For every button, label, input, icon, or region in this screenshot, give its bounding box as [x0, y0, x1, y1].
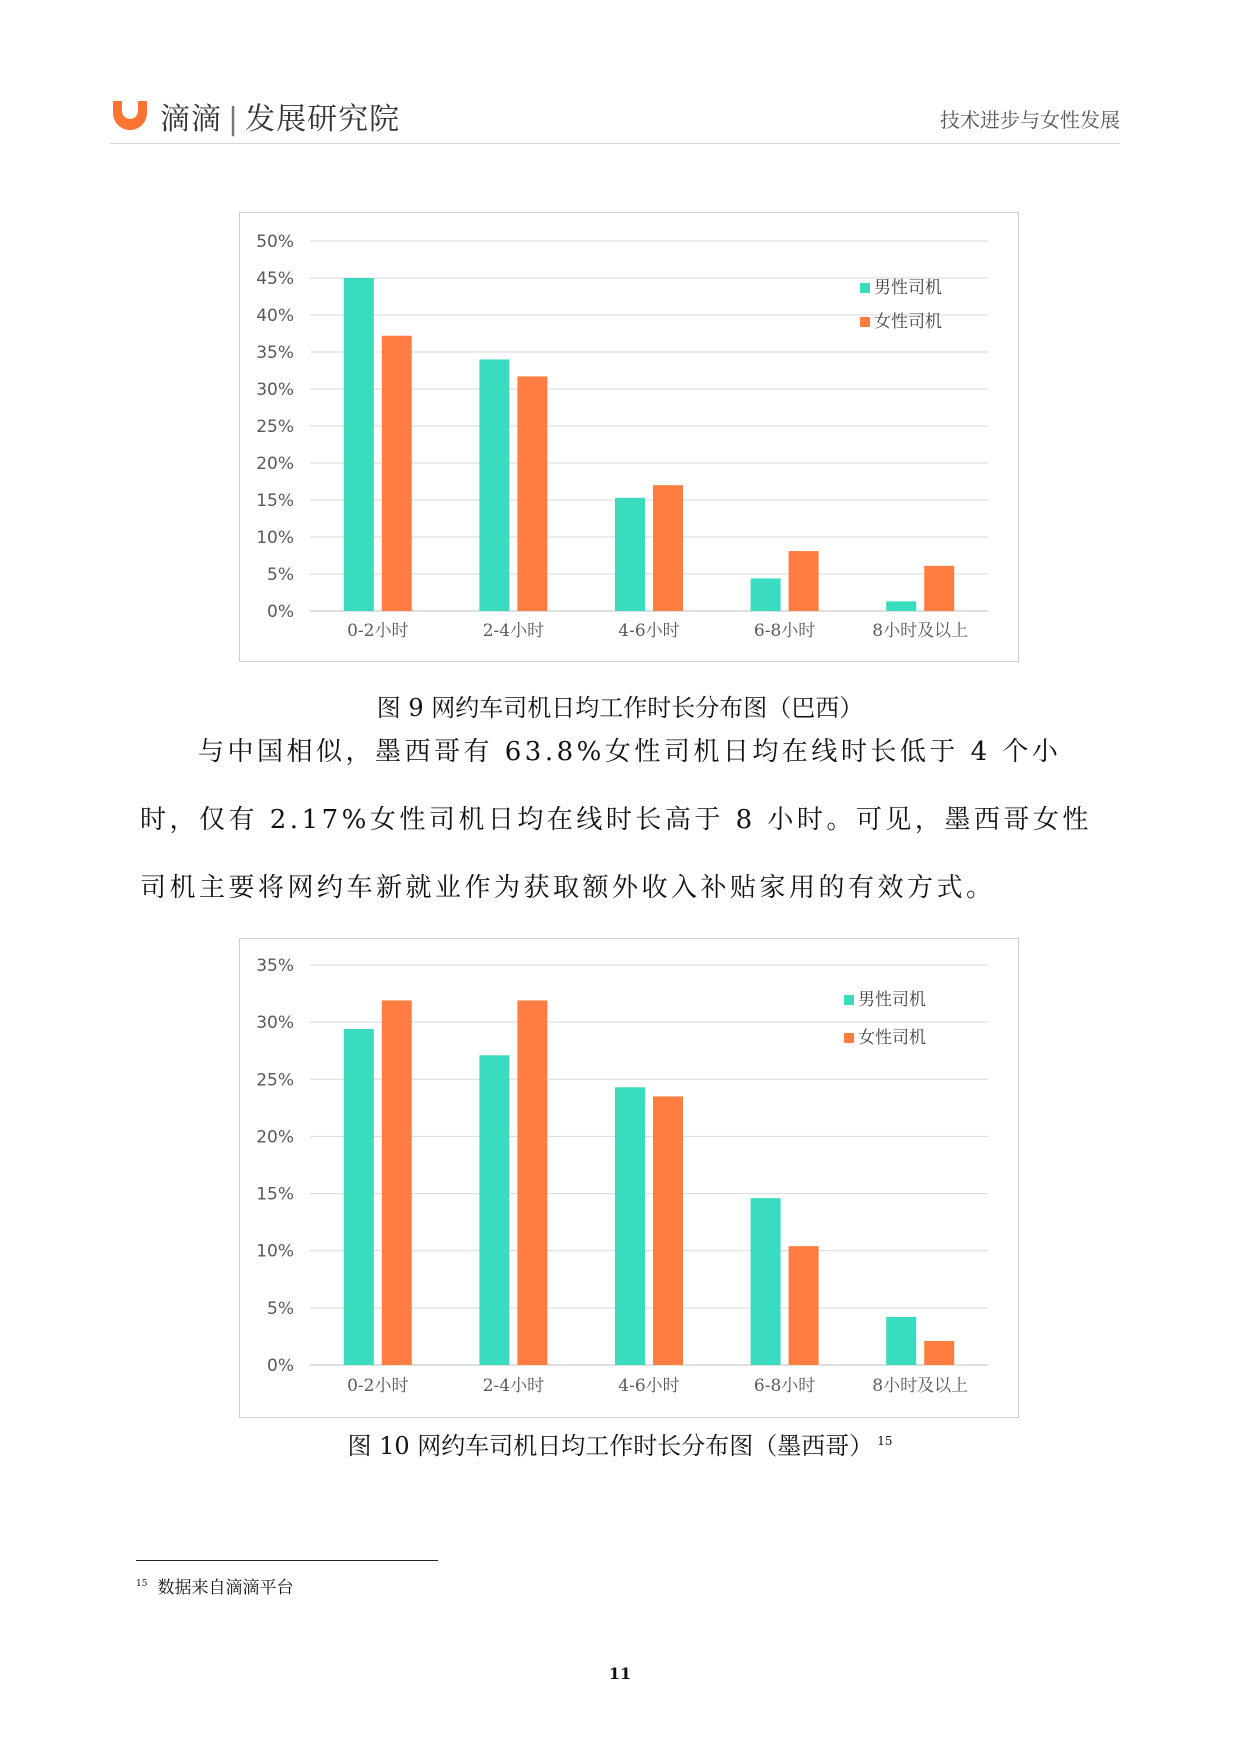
x-tick-label: 8小时及以上: [872, 621, 969, 641]
brand-subtitle: 发展研究院: [245, 102, 401, 137]
bar: [924, 1341, 954, 1365]
footnote-divider: [136, 1560, 438, 1561]
bar: [886, 1317, 916, 1365]
page-number: 11: [608, 1664, 632, 1683]
figure-9-caption: 图 9 网约车司机日均工作时长分布图（巴西）: [376, 694, 864, 722]
bar: [924, 566, 954, 611]
x-tick-label: 8小时及以上: [872, 1376, 969, 1396]
y-tick-label: 10%: [256, 1241, 294, 1262]
bar: [479, 359, 509, 611]
bar: [382, 336, 412, 611]
y-tick-label: 50%: [256, 232, 294, 252]
bar: [479, 1055, 509, 1365]
y-tick-label: 40%: [256, 306, 294, 326]
bar: [344, 1029, 374, 1365]
bar: [344, 278, 374, 611]
legend-label: 男性司机: [874, 278, 942, 298]
y-tick-label: 30%: [256, 380, 294, 400]
bar: [789, 551, 819, 611]
paragraph-text: 与中国相似，墨西哥有 63.8%女性司机日均在线时长低于 4 个小时，仅有 2.17%女性司机日均在线时长高于 8 小时。可见，墨西哥女性司机主要将网约车新就业作为获取额外收入补贴家用的有效方式。: [140, 737, 1092, 903]
bar: [751, 578, 781, 611]
legend-label: 女性司机: [858, 1028, 926, 1048]
footnote-ref: 15: [877, 1434, 893, 1448]
bar: [615, 1087, 645, 1365]
footnote-text: 数据来自滴滴平台: [157, 1578, 294, 1598]
body-paragraph: [140, 718, 1100, 922]
bar: [517, 1000, 547, 1365]
x-tick-label: 0-2小时: [347, 1376, 409, 1396]
x-tick-label: 4-6小时: [618, 621, 680, 641]
brand-separator: |: [228, 102, 240, 137]
didi-logo-icon: [110, 98, 150, 134]
figure-10-caption: [110, 1426, 1130, 1461]
bar: [751, 1198, 781, 1365]
y-tick-label: 5%: [267, 1298, 294, 1319]
chart-brazil-svg: [240, 213, 1018, 661]
bar: [615, 498, 645, 611]
y-tick-label: 25%: [256, 417, 294, 437]
report-title: 技术进步与女性发展: [940, 108, 1120, 132]
legend-swatch: [844, 995, 854, 1005]
legend-label: 女性司机: [874, 312, 942, 332]
x-tick-label: 2-4小时: [482, 621, 545, 641]
footnote: [136, 1573, 293, 1598]
bar: [653, 1096, 683, 1365]
x-tick-label: 4-6小时: [618, 1376, 680, 1396]
bar: [653, 485, 683, 611]
legend-swatch: [860, 317, 870, 327]
y-tick-label: 15%: [256, 491, 294, 511]
y-tick-label: 0%: [267, 1356, 294, 1376]
legend-swatch: [860, 283, 870, 293]
bar: [517, 376, 547, 611]
y-tick-label: 35%: [256, 343, 294, 363]
bar: [382, 1000, 412, 1365]
x-tick-label: 2-4小时: [482, 1376, 545, 1396]
footnote-number: 15: [136, 1579, 148, 1590]
x-tick-label: 6-8小时: [753, 621, 816, 641]
y-tick-label: 20%: [256, 1127, 294, 1148]
y-tick-label: 35%: [256, 956, 294, 976]
chart-brazil: [239, 212, 1019, 662]
legend-swatch: [844, 1033, 854, 1043]
y-tick-label: 0%: [267, 602, 294, 622]
page-header: [110, 88, 1120, 144]
y-tick-label: 45%: [256, 269, 294, 289]
legend-label: 男性司机: [858, 990, 926, 1010]
x-tick-label: 0-2小时: [347, 621, 409, 641]
y-tick-label: 30%: [256, 1013, 294, 1034]
chart-mexico-svg: [240, 939, 1018, 1417]
logo-shape: [113, 101, 147, 130]
brand-title: [160, 94, 400, 138]
y-tick-label: 10%: [256, 528, 294, 548]
figure-10-caption-text: 图 10 网约车司机日均工作时长分布图（墨西哥）: [347, 1432, 874, 1460]
header-divider: [110, 143, 1120, 144]
y-tick-label: 5%: [267, 565, 294, 585]
y-tick-label: 25%: [256, 1070, 294, 1091]
bar: [789, 1246, 819, 1365]
bar: [886, 601, 916, 611]
y-tick-label: 15%: [256, 1184, 294, 1205]
brand-name: 滴滴: [160, 102, 222, 137]
x-tick-label: 6-8小时: [753, 1376, 816, 1396]
y-tick-label: 20%: [256, 454, 294, 474]
chart-mexico: [239, 938, 1019, 1418]
